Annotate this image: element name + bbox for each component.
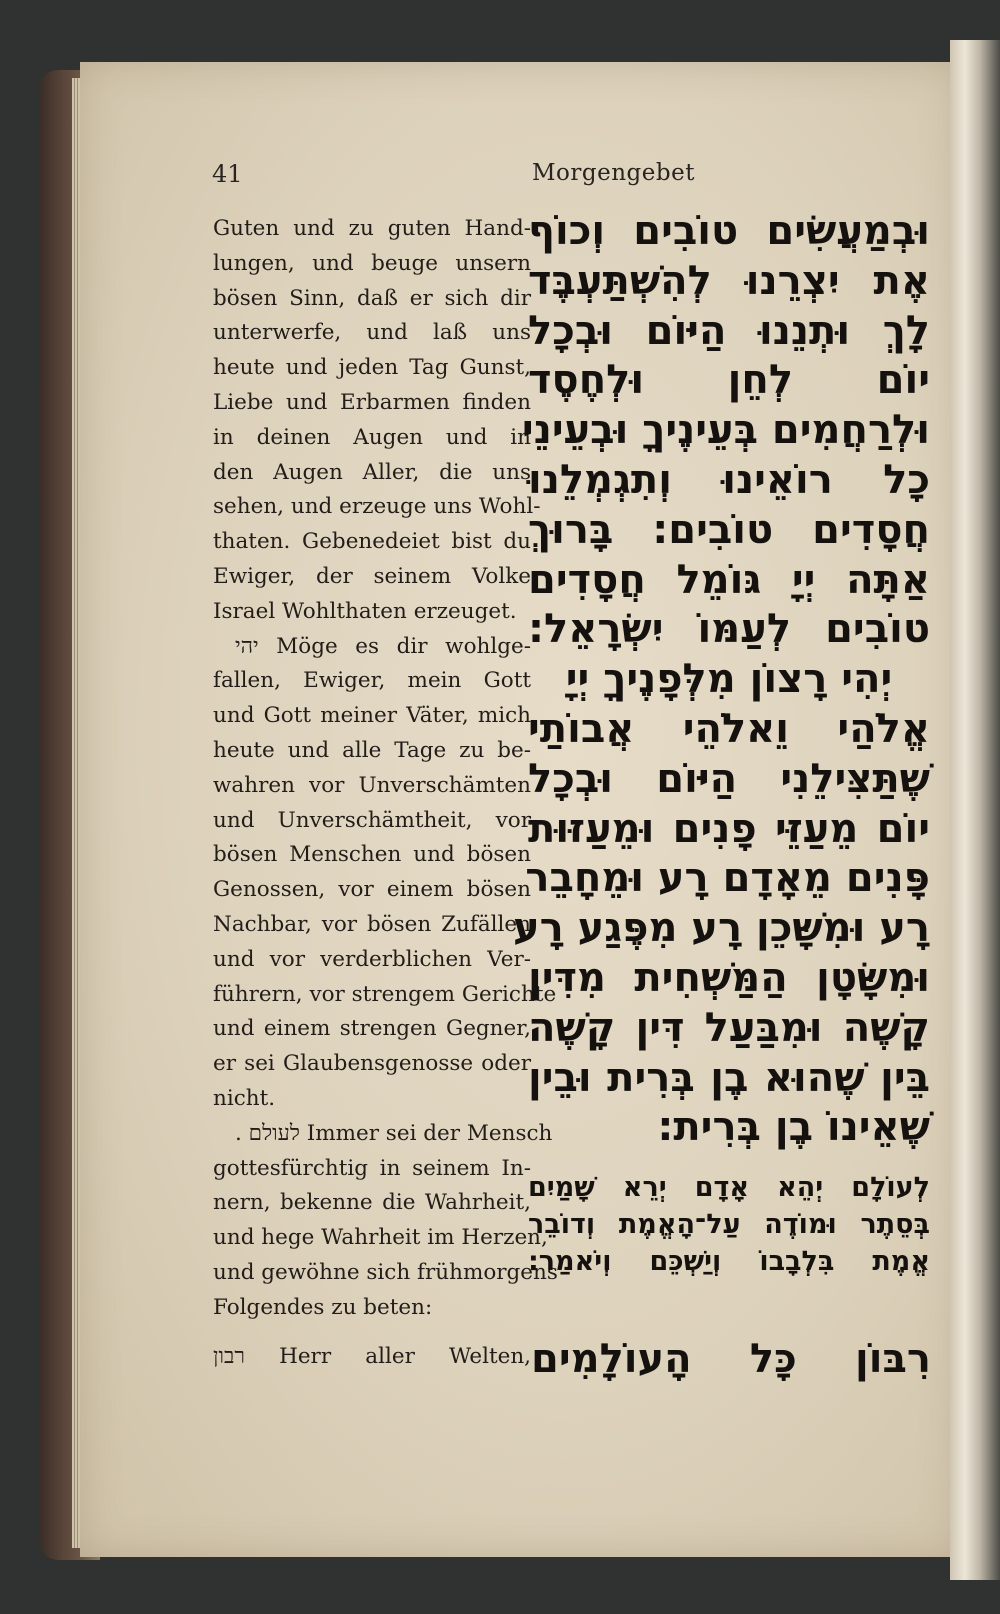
hebrew-text-column: [512, 207, 930, 1280]
german-line: führern, vor strengem Gerichte: [213, 981, 557, 1007]
hebrew-line: אַתָּה יְיָ גּוֹמֵל חֲסָדִים: [528, 556, 930, 603]
hebrew-small-line: אֱמֶת בִּלְבָבוֹ וְיַשְׁכֵּם וְיֹאמַר:: [528, 1246, 930, 1278]
hebrew-line: וּלְרַחֲמִים בְּעֵינֶיךָ וּבְעֵינֵי: [521, 407, 930, 454]
german-line: fallen, Ewiger, mein Gott: [213, 668, 531, 694]
hebrew-line: יוֹם לְחֵן וּלְחֶסֶד: [528, 357, 930, 404]
hebrew-line: רָע וּמִשָּׁכֵן רָע מִפֶּגַע רָע: [512, 905, 930, 952]
german-line: רבון Herr aller Welten,: [213, 1344, 531, 1369]
hebrew-line: בֵּין שֶׁהוּא בֶן בְּרִית וּבֵין: [528, 1054, 930, 1101]
hebrew-line: טוֹבִים לְעַמּוֹ יִשְׂרָאֵל:: [528, 606, 930, 653]
german-line: den Augen Aller, die uns: [213, 459, 531, 485]
german-line: und gewöhne sich frühmorgens: [213, 1259, 558, 1285]
hebrew-line: שֶׁתַּצִּילֵנִי הַיּוֹם וּבְכָל: [528, 755, 930, 802]
german-line: Nachbar, vor bösen Zufällen: [213, 911, 531, 937]
hebrew-line: שֶׁאֵינוֹ בֶן בְּרִית:: [657, 1104, 930, 1151]
german-line: Folgendes zu beten:: [213, 1294, 433, 1320]
german-line: gottesfürchtig in seinem In-: [213, 1155, 531, 1181]
closing-line-row: [213, 1336, 931, 1392]
german-line: Genossen, vor einem bösen: [213, 877, 531, 903]
hebrew-small-line: בְּסֵתֶר וּמוֹדֶה עַל־הָאֱמֶת וְדוֹבֵר: [528, 1209, 930, 1241]
german-line: nicht.: [213, 1085, 276, 1111]
german-line: und Gott meiner Väter, mich: [213, 703, 531, 729]
german-line: in deinen Augen und in: [213, 424, 531, 450]
german-line: nern, bekenne die Wahrheit,: [213, 1190, 531, 1216]
german-line: יהי Möge es dir wohlge-: [235, 633, 531, 659]
german-line: und hege Wahrheit im Herzen,: [213, 1225, 548, 1251]
hebrew-line: אֶת יִצְרֵנוּ לְהִשְׁתַּעְבֶּד: [528, 257, 930, 304]
running-title: Morgengebet: [532, 160, 695, 186]
german-line: Liebe und Erbarmen finden: [213, 389, 531, 415]
hebrew-line: אֱלֹהַי וֵאלֹהֵי אֲבוֹתַי: [528, 705, 930, 752]
german-line: . לעולם Immer sei der Mensch: [235, 1120, 553, 1146]
hebrew-line: כָל רוֹאֵינוּ וְתִגְמְלֵנוּ: [528, 456, 930, 503]
hebrew-line: קָשֶׁה וּמִבַּעַל דִּין קָשֶׁה: [528, 1004, 930, 1051]
german-line: bösen Sinn, daß er sich dir: [213, 285, 531, 311]
hebrew-line: רִבּוֹן כָּל הָעוֹלָמִים: [531, 1336, 931, 1382]
hebrew-line: יוֹם מֵעַזֵּי פָנִים וּמֵעַזּוּת: [528, 805, 930, 852]
hebrew-line: חֲסָדִים טוֹבִים: בָּרוּךְ: [528, 506, 930, 553]
german-line: Israel Wohlthaten erzeuget.: [213, 598, 517, 624]
hebrew-line: וּמִשָּׂטָן הַמַּשְׁחִית מִדִּין: [528, 954, 930, 1001]
german-line: wahren vor Unverschämten: [213, 772, 531, 798]
opposite-page-edge: [950, 40, 1000, 1580]
german-line: Ewiger, der seinem Volke: [213, 563, 531, 589]
german-line: und einem strengen Gegner,: [213, 1016, 531, 1042]
german-line: bösen Menschen und bösen: [213, 842, 531, 868]
hebrew-line: פָּנִים מֵאָדָם רָע וּמֵחָבֵר: [525, 855, 930, 902]
german-line: unterwerfe, und laß uns: [213, 320, 531, 346]
page-number: 41: [212, 160, 243, 188]
german-line: sehen, und erzeuge uns Wohl-: [213, 494, 541, 520]
german-line: heute und alle Tage zu be-: [213, 737, 531, 763]
hebrew-line: לָךְ וּתְנֵנוּ הַיּוֹם וּבְכָל: [528, 307, 930, 354]
german-line: lungen, und beuge unsern: [213, 250, 531, 276]
german-line: und vor verderblichen Ver-: [213, 946, 531, 972]
german-line: heute und jeden Tag Gunst,: [213, 355, 531, 381]
german-line: und Unverschämtheit, vor: [213, 807, 531, 833]
german-translation-column: [213, 212, 558, 1326]
hebrew-line: יְהִי רָצוֹן מִלְּפָנֶיךָ יְיָ: [565, 656, 893, 703]
hebrew-line: וּבְמַעֲשִׂים טוֹבִים וְכוֹף: [528, 208, 930, 254]
german-line: Guten und zu guten Hand-: [213, 216, 531, 241]
hebrew-small-line: לְעוֹלָם יְהֵא אָדָם יְרֵא שָׁמַיִם: [528, 1172, 930, 1204]
german-line: thaten. Gebenedeiet bist du: [213, 529, 531, 555]
german-line: er sei Glaubensgenosse oder: [213, 1051, 531, 1077]
